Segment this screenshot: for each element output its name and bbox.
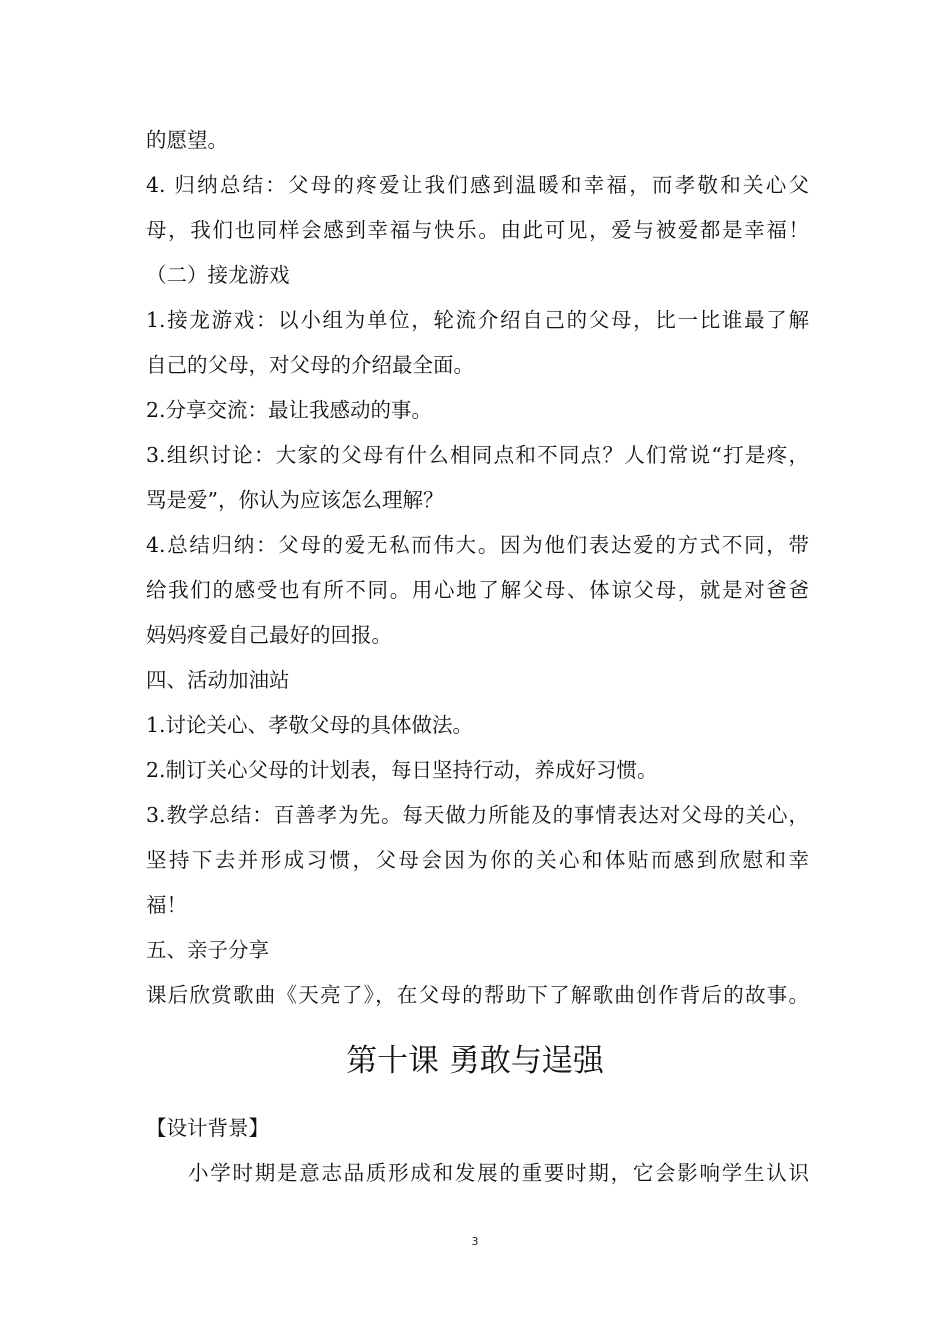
page-number: 3: [471, 1235, 479, 1248]
subsection-heading: （二）接龙游戏: [146, 263, 290, 287]
text-line: 1.接龙游戏：以小组为单位，轮流介绍自己的父母，比一比谁最了解: [146, 308, 809, 332]
text-line: 坚持下去并形成习惯，父母会因为你的关心和体贴而感到欣慰和幸: [146, 848, 809, 872]
paragraph-line: 小学时期是意志品质形成和发展的重要时期，它会影响学生认识: [188, 1161, 809, 1185]
text-line: 4. 归纳总结：父母的疼爱让我们感到温暖和幸福，而孝敬和关心父: [146, 173, 809, 197]
text-line: 2.分享交流：最让我感动的事。: [146, 398, 433, 422]
lesson-title: 第十课 勇敢与逞强: [346, 1043, 604, 1079]
text-line: 给我们的感受也有所不同。用心地了解父母、体谅父母，就是对爸爸: [146, 578, 809, 602]
section-heading: 【设计背景】: [146, 1116, 269, 1140]
text-line: 2.制订关心父母的计划表，每日坚持行动，养成好习惯。: [146, 758, 658, 782]
text-line: 4.总结归纳：父母的爱无私而伟大。因为他们表达爱的方式不同，带: [146, 533, 809, 557]
text-line: 1.讨论关心、孝敬父母的具体做法。: [146, 713, 474, 737]
text-line: 福！: [146, 893, 187, 917]
text-line: 自己的父母，对父母的介绍最全面。: [146, 353, 474, 377]
text-line: 的愿望。: [146, 128, 228, 152]
section-heading: 四、活动加油站: [146, 668, 290, 692]
section-heading: 五、亲子分享: [146, 938, 269, 962]
text-line: 3.教学总结：百善孝为先。每天做力所能及的事情表达对父母的关心，: [146, 803, 809, 827]
text-line: 3.组织讨论：大家的父母有什么相同点和不同点？人们常说“打是疼，: [146, 443, 809, 467]
text-line: 骂是爱”，你认为应该怎么理解？: [146, 488, 444, 512]
text-line: 母，我们也同样会感到幸福与快乐。由此可见，爱与被爱都是幸福！: [146, 218, 809, 242]
text-line: 妈妈疼爱自己最好的回报。: [146, 623, 392, 647]
text-line: 课后欣赏歌曲《天亮了》，在父母的帮助下了解歌曲创作背后的故事。: [146, 983, 809, 1007]
